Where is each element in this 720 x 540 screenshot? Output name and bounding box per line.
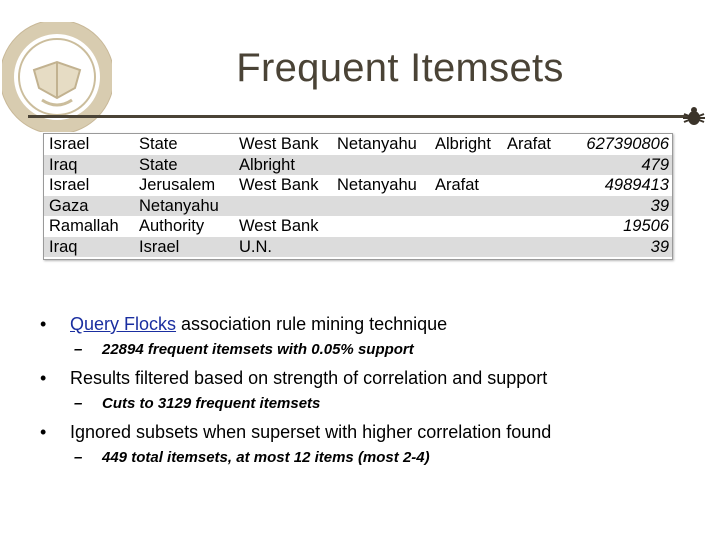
table-cell: Israel: [134, 237, 234, 258]
table-cell: [234, 196, 332, 217]
table-cell: State: [139, 135, 178, 154]
bullet-item: [30, 420, 710, 444]
table-cell: Authority: [139, 217, 205, 236]
bullet-text: [70, 420, 551, 444]
table-cell: Albright: [435, 135, 491, 154]
table-row: [44, 216, 672, 237]
bug-icon: [682, 106, 706, 128]
bullet-marker: •: [40, 314, 47, 334]
bullet-marker: •: [40, 368, 47, 388]
table-cell: Israel: [49, 176, 90, 195]
table-cell: Israel: [49, 135, 90, 154]
count-cell: 479: [572, 155, 672, 176]
table-row: [44, 155, 672, 176]
table-cell: [332, 216, 430, 237]
title-divider: [28, 115, 692, 118]
table-cell: Ramallah: [49, 217, 119, 236]
table-cell: [502, 196, 572, 217]
bullet-list: [30, 312, 710, 469]
page-title: Frequent Itemsets: [236, 46, 564, 90]
query-flocks-link[interactable]: Query Flocks: [70, 314, 177, 334]
sub-bullet-item: [30, 447, 710, 469]
count-cell: 4989413: [604, 176, 669, 195]
bullet-text: [70, 366, 547, 390]
table-cell: West Bank: [239, 135, 319, 154]
bullet-marker: •: [40, 422, 47, 442]
table-cell: Netanyahu: [134, 196, 234, 217]
table-cell: Iraq: [44, 237, 134, 258]
table-row: [44, 237, 672, 258]
count-cell: 627390806: [586, 135, 669, 154]
table-cell: Jerusalem: [139, 176, 216, 195]
bullet-item: [30, 366, 710, 390]
count-cell: 19506: [623, 217, 669, 236]
table-cell: [430, 155, 502, 176]
sub-bullet-marker: –: [74, 449, 83, 466]
itemsets-table: [43, 133, 673, 260]
sub-bullet-item: [30, 393, 710, 415]
table-cell: Netanyahu: [337, 176, 417, 195]
table-cell: Netanyahu: [337, 135, 417, 154]
bullet-label: association rule mining technique: [176, 314, 448, 334]
table-cell: [502, 175, 572, 196]
table-cell: State: [134, 155, 234, 176]
table-cell: [502, 155, 572, 176]
sub-bullet-marker: –: [74, 395, 83, 412]
bullet-text: [70, 312, 447, 336]
table-cell: West Bank: [239, 217, 319, 236]
table-cell: [332, 237, 430, 258]
table-cell: [502, 216, 572, 237]
count-cell: 39: [572, 196, 672, 217]
table-row: [44, 175, 672, 196]
bullet-label: Ignored subsets when superset with higher correlation found: [70, 422, 552, 442]
sub-bullet-item: [30, 339, 710, 361]
bullet-label: Results filtered based on strength of correlation and support: [70, 368, 548, 388]
table-cell: [332, 155, 430, 176]
table-cell: Arafat: [507, 135, 552, 154]
table-cell: [430, 216, 502, 237]
bullet-item: [30, 312, 710, 336]
table-cell: [502, 237, 572, 258]
sub-bullet-text: Cuts to 3129 frequent itemsets: [102, 395, 321, 412]
table-cell: Gaza: [44, 196, 134, 217]
sub-bullet-text: 449 total itemsets, at most 12 items (most 2-4): [102, 449, 430, 466]
table-cell: Albright: [234, 155, 332, 176]
table-row: [44, 134, 672, 155]
sub-bullet-marker: –: [74, 341, 83, 358]
table-row: [44, 196, 672, 217]
table-cell: Iraq: [44, 155, 134, 176]
table-cell: [332, 196, 430, 217]
sub-bullet-text: 22894 frequent itemsets with 0.05% support: [102, 341, 414, 358]
table-cell: U.N.: [234, 237, 332, 258]
table-cell: West Bank: [239, 176, 319, 195]
table-cell: [430, 196, 502, 217]
table-cell: [430, 237, 502, 258]
count-cell: 39: [572, 237, 672, 258]
table-cell: Arafat: [435, 176, 480, 195]
